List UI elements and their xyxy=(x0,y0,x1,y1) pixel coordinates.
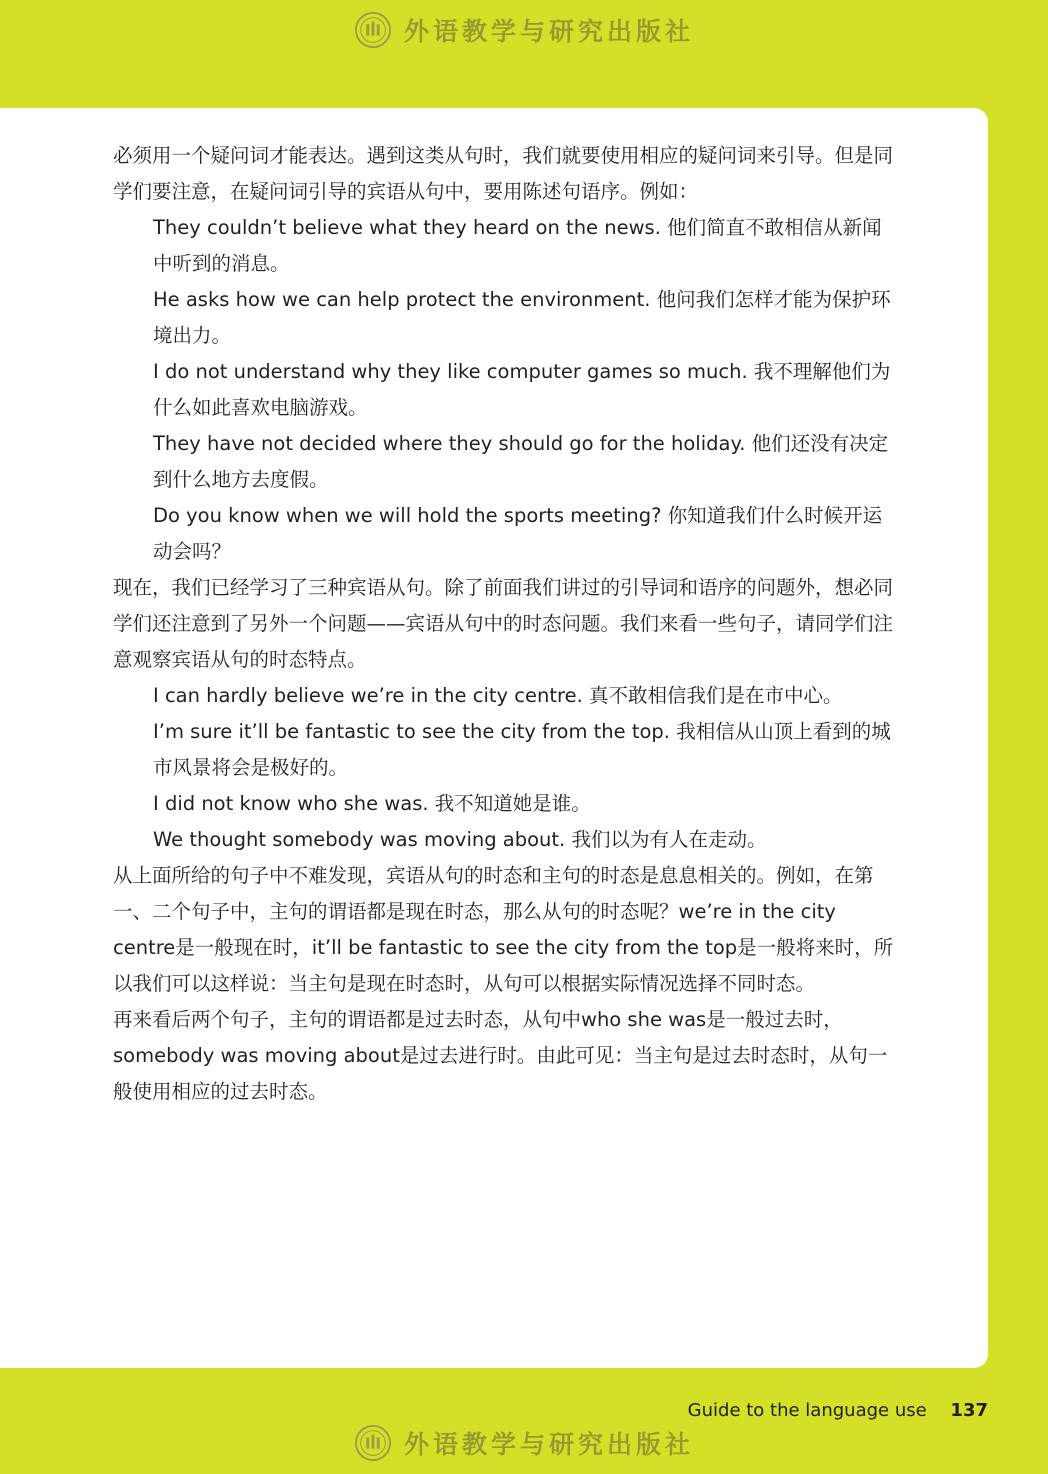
example-sentence: I’m sure it’ll be fantastic to see the city from the top. 我相信从山顶上看到的城市风景将会是极好的。 xyxy=(153,720,891,779)
paragraph: 必须用一个疑问词才能表达。遇到这类从句时，我们就要使用相应的疑问词来引导。但是同学们要注意，在疑问词引导的宾语从句中，要用陈述句语序。例如： xyxy=(113,144,894,203)
example-sentence: They have not decided where they should go for the holiday. 他们还没有决定到什么地方去度假。 xyxy=(153,432,889,491)
section-title: Guide to the language use xyxy=(687,1400,927,1421)
example-sentence: They couldn’t believe what they heard on the news. 他们简直不敢相信从新闻中听到的消息。 xyxy=(153,216,882,275)
example-sentence: I can hardly believe we’re in the city centre. 真不敢相信我们是在市中心。 xyxy=(153,684,843,707)
page-number: 137 xyxy=(950,1400,988,1421)
example-sentence: Do you know when we will hold the sports meeting? 你知道我们什么时候开运动会吗？ xyxy=(153,504,883,563)
publisher-header xyxy=(0,8,1048,52)
publisher-footer xyxy=(0,1421,1048,1465)
example-sentence: He asks how we can help protect the environment. 他问我们怎样才能为保护环境出力。 xyxy=(153,288,891,347)
example-sentence: We thought somebody was moving about. 我们以为有人在走动。 xyxy=(153,828,767,851)
paragraph: 从上面所给的句子中不难发现，宾语从句的时态和主句的时态是息息相关的。例如，在第一、二个句子中，主句的谓语都是现在时态，那么从句的时态呢？we’re in the city centre是一般现在时，it’ll be fantastic to see the city from the top是一般将来时，所以我们可以这样说：当主句是现在时态时，从句可以根据实际情况选择不同时态。 xyxy=(113,864,894,995)
example-sentence: I do not understand why they like computer games so much. 我不理解他们为什么如此喜欢电脑游戏。 xyxy=(153,360,891,419)
paragraph: 再来看后两个句子，主句的谓语都是过去时态，从句中who she was是一般过去时，somebody was moving about是过去进行时。由此可见：当主句是过去时态时，从句一般使用相应的过去时态。 xyxy=(113,1008,888,1103)
example-sentence: I did not know who she was. 我不知道她是谁。 xyxy=(153,792,591,815)
publisher-logo-icon xyxy=(354,1424,392,1462)
paragraph: 现在，我们已经学习了三种宾语从句。除了前面我们讲过的引导词和语序的问题外，想必同学们还注意到了另外一个问题——宾语从句中的时态问题。我们来看一些句子，请同学们注意观察宾语从句的时态特点。 xyxy=(113,576,894,671)
page-footer xyxy=(688,1400,988,1421)
publisher-logo-icon xyxy=(354,11,392,49)
page-content xyxy=(113,138,895,1110)
publisher-name: 外语教学与研究出版社 xyxy=(403,17,694,46)
publisher-name: 外语教学与研究出版社 xyxy=(403,1430,694,1459)
